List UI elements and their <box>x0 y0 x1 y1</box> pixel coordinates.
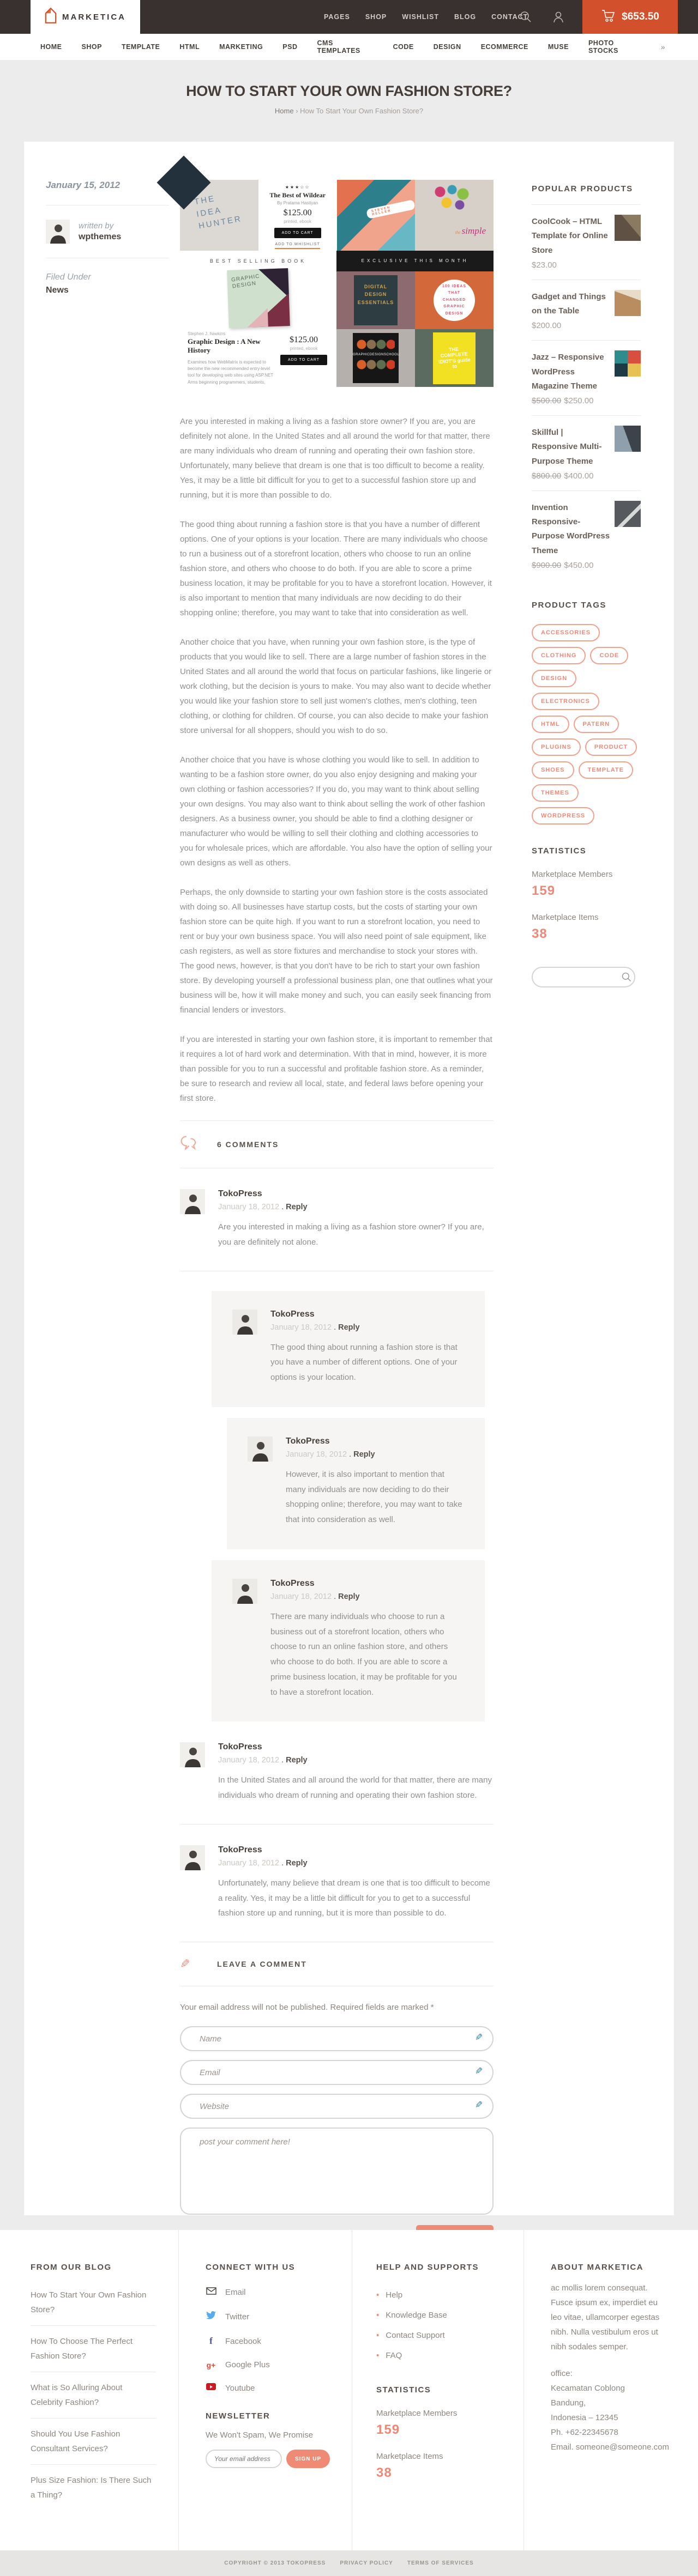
cart-button[interactable] <box>582 0 678 34</box>
comment-date: January 18, 2012 <box>270 1323 332 1332</box>
footer-about-column <box>551 2263 673 2454</box>
best-selling-caption: BEST SELLING BOOK <box>209 258 307 264</box>
website-input[interactable] <box>180 2094 494 2119</box>
tag-clothing[interactable]: CLOTHING <box>532 647 586 664</box>
help-link: • Help <box>376 2290 403 2300</box>
footer-connect-title: CONNECT WITH US <box>206 2263 296 2272</box>
written-by-label: written by <box>79 221 114 231</box>
comment-meta-separator: . <box>281 1858 284 1868</box>
post-content-column <box>180 180 494 2244</box>
comment-form <box>180 2003 494 2244</box>
commenter-name: TokoPress <box>286 1436 330 1446</box>
nav-more-chevron-icon[interactable]: » <box>660 43 665 51</box>
comments-header <box>180 1121 494 1168</box>
comment-date: January 18, 2012 <box>218 1756 280 1765</box>
privacy-policy-link[interactable]: PRIVACY POLICY <box>340 2560 393 2566</box>
article-paragraph: The good thing about running a fashion store is that you have a number of different options. One of your options is your location. There are many individuals who choose to run a business out of a storefront location, others who choose to run an online fashion store, and others who choose to do both. If you are able to score a prime business location, it may be profitable for you to have a storefront location. However, it is also important to mention that many individuals are now deciding to do their shopping online; therefore, you may want to take that into consideration as well. <box>180 520 492 617</box>
add-to-cart-label: ADD TO CART <box>274 228 321 238</box>
footer-help-column <box>376 2263 510 2481</box>
name-input[interactable] <box>180 2026 494 2051</box>
graphic-design-book-cover <box>227 268 290 328</box>
menu-item-pages[interactable]: PAGES <box>324 13 350 21</box>
comment <box>180 1189 494 1250</box>
pen-icon: ✎ <box>474 2066 483 2076</box>
comment-form-note: Your email address will not be published. Required fields are marked * <box>180 2003 434 2012</box>
commenter-name: TokoPress <box>270 1309 315 1319</box>
commenter-name: TokoPress <box>218 1845 262 1854</box>
exclusive-book-1-title: DIGITAL DESIGN ESSENTIALS <box>357 284 394 305</box>
footer-help-title: HELP AND SUPPORTS <box>376 2263 479 2272</box>
comment-text: However, it is also important to mention that many individuals are now deciding to do their shopping online; therefore, you may want to take that into consideration as well. <box>286 1469 462 1524</box>
article-body <box>180 414 494 1106</box>
comment <box>180 1742 494 1803</box>
commenter-avatar <box>180 1189 205 1214</box>
comment-meta-separator: . <box>281 1756 284 1765</box>
nav-item-psd[interactable]: PSD <box>282 43 298 51</box>
best-book-title: Graphic Design : A New History <box>188 337 261 355</box>
featured-exclusive-panel <box>336 251 494 387</box>
product-name[interactable]: Skillful | Responsive Multi-Purpose Theme <box>532 428 602 466</box>
reply-link[interactable]: Reply <box>338 1592 360 1601</box>
featured-tile-geometric-book <box>337 180 416 251</box>
commenter-name: TokoPress <box>218 1742 262 1752</box>
tag-wordpress[interactable]: WORDPRESS <box>532 807 594 825</box>
breadcrumb-current: How To Start Your Own Fashion Store? <box>300 107 424 115</box>
connect-facebook-link[interactable]: f Facebook <box>206 2336 342 2347</box>
exclusive-caption: EXCLUSIVE THIS MONTH <box>361 258 469 263</box>
product-old-price: $900.00 <box>532 560 562 570</box>
article-paragraph: Another choice that you have is whose clothing you would like to sell. In addition to wanting to be a fashion store owner, do you also enjoy designing and making your own clothing or fashion accessories? If you do, you may want to think about selling your own designs. You may also want to think about selling the work of other fashion designers. As a business owner, you should be able to find a clothing designer or manufacturer who would be willing to sell their clothing and clothing accessories to you for wholesale prices, which are affordable. You also have the option of selling your own designs as well as others. <box>180 755 492 868</box>
brand-name: MARKETICA <box>62 12 126 22</box>
featured-tile-idea-hunter <box>180 180 258 251</box>
help-link: • Knowledge Base <box>376 2311 447 2320</box>
leave-comment-title: LEAVE A COMMENT <box>217 1960 307 1968</box>
footer-blog-title: FROM OUR BLOG <box>31 2263 112 2272</box>
featured-product-formats: printed, ebook <box>284 219 311 224</box>
twitter-icon <box>206 2311 216 2322</box>
menu-item-wishlist[interactable]: WISHLIST <box>402 13 439 21</box>
comment-meta-separator: . <box>349 1450 352 1459</box>
product-tags-title: PRODUCT TAGS <box>532 600 606 610</box>
product-thumbnail[interactable] <box>615 426 641 452</box>
tag-code[interactable]: CODE <box>590 647 628 664</box>
tag-html[interactable]: HTML <box>532 716 569 733</box>
youtube-icon <box>206 2383 216 2393</box>
nav-item-photo-stocks[interactable]: PHOTO STOCKS <box>588 39 618 54</box>
bullet-icon: • <box>376 2331 380 2340</box>
author-name[interactable]: wpthemes <box>79 232 122 241</box>
comment <box>180 1845 494 1921</box>
bullet-icon: • <box>376 2311 380 2320</box>
article-paragraph: Perhaps, the only downside to starting your own fashion store is the costs associated with doing so. All businesses have startup costs, but the costs of starting your own fashion store can be quite high. If you want to run a storefront location, you need to rent or buy your own business space. You will also need point of sale equipment, like cash registers, as well as store fixtures and merchandise to stock your stores with. The good news, however, is that you don't have to be rich to start your own fashion store. By developing yourself a professional business plan, one that outlines what your business will be, how it will make money and such, you can easily seek financing from financial lenders or investors. <box>180 888 493 1015</box>
bullet-icon: • <box>376 2351 380 2360</box>
connect-email-link[interactable]: Email <box>206 2287 342 2298</box>
best-book-author: Stephen J. hawkins <box>188 331 226 336</box>
brand-tag-icon <box>45 7 57 27</box>
comment-meta-separator: . <box>334 1592 336 1601</box>
copyright-text: COPYRIGHT © 2013 TOKOPRESS <box>224 2560 326 2566</box>
tag-accessories[interactable]: ACCESSORIES <box>532 624 600 641</box>
featured-image <box>180 180 494 387</box>
footer-blog-link[interactable]: Plus Size Fashion: Is There Such a Thing? <box>31 2476 152 2500</box>
commenter-avatar <box>232 1310 257 1335</box>
comment-reply-level-1 <box>212 1291 485 1407</box>
product-old-price: $500.00 <box>532 396 562 405</box>
tag-shoes[interactable]: SHOES <box>532 761 574 779</box>
commenter-avatar <box>232 1579 257 1604</box>
newsletter-title: NEWSLETTER <box>206 2411 270 2421</box>
terms-link[interactable]: TERMS OF SERVICES <box>407 2560 474 2566</box>
tag-plugins[interactable]: PLUGINS <box>532 738 581 756</box>
stat-label: Marketplace Items <box>376 2452 443 2461</box>
exclusive-book-3-title: GRAPHICDESIGNSCHOOL: <box>353 353 401 356</box>
footer-about-title: ABOUT MARKETICA <box>551 2263 643 2272</box>
pen-icon: ✎ <box>474 2032 483 2042</box>
comment-text: Unfortunately, many believe that dream is one that is too difficult to become a reality. Yes, it may be a little bit difficult for you to get to a successful fashion store up and running, but it is more than possible to do. <box>218 1878 490 1918</box>
footer-blog-link[interactable]: Should You Use Fashion Consultant Services? <box>31 2419 156 2465</box>
connect-youtube-link[interactable]: Youtube <box>206 2383 342 2393</box>
nav-item-code[interactable]: CODE <box>393 43 414 51</box>
tag-design[interactable]: DESIGN <box>532 670 576 687</box>
reply-link[interactable]: Reply <box>286 1203 308 1211</box>
about-text: ac mollis lorem consequat. Fusce ipsum ex, imperdiet eu leo vitae, ullamcorper egestas nibh. Nulla vestibulum eros ut nibh sodales semper. <box>551 2283 660 2351</box>
best-book-formats: printed, ebook <box>290 346 318 351</box>
best-book-price: $125.00 <box>290 335 318 344</box>
bottom-bar <box>0 2550 698 2576</box>
commenter-name: TokoPress <box>218 1189 262 1198</box>
help-link: • Contact Support <box>376 2331 445 2340</box>
article-paragraph: If you are interested in starting your own fashion store, it is important to remember that it requires a lot of hard work and determination. With that in mind, however, it is more than possible for you to run a successful and profitable fashion store. As a reminder, be sure to research and review all local, state, and federal laws before opening your first store. <box>180 1035 492 1103</box>
commenter-avatar <box>248 1437 273 1462</box>
statistics-title: STATISTICS <box>532 846 587 856</box>
product-item <box>532 205 641 280</box>
footer-blog-link[interactable]: How To Choose The Perfect Fashion Store? <box>31 2326 156 2372</box>
idea-hunter-text: THE IDEA HUNTER <box>194 193 243 231</box>
featured-product-price: $125.00 <box>283 208 312 217</box>
user-icon[interactable] <box>552 10 565 26</box>
exclusive-book-design-school <box>336 329 415 387</box>
product-price: $250.00 <box>564 396 594 405</box>
featured-best-selling-panel <box>180 251 336 387</box>
reply-link[interactable]: Reply <box>286 1858 308 1868</box>
category-nav <box>0 34 698 60</box>
header-menu <box>324 0 528 34</box>
commenter-avatar <box>180 1742 205 1767</box>
product-price: $450.00 <box>564 560 594 570</box>
comment-reply-level-2 <box>227 1418 485 1549</box>
best-book-description: Examines how WebMatrix is expected to become the new recommended entry-level tool for developing web sites using ASP.NET Arms beginning programmers, students, <box>188 359 274 385</box>
menu-item-contact[interactable]: CONTACT <box>491 13 528 21</box>
stat-label: Marketplace Members <box>376 2409 458 2418</box>
product-thumbnail[interactable] <box>615 215 641 241</box>
popular-products-title: POPULAR PRODUCTS <box>532 184 633 193</box>
comment-meta-separator: . <box>334 1323 336 1332</box>
office-phone: Ph. +62-22345678 <box>551 2428 618 2437</box>
exclusive-book-digital-design <box>336 271 415 329</box>
post-category[interactable]: News <box>46 286 69 295</box>
nav-item-design[interactable]: DESIGN <box>433 43 461 51</box>
simple-the: the <box>455 230 461 235</box>
brand-logo[interactable] <box>31 0 140 34</box>
newsletter-email-input[interactable] <box>206 2450 282 2468</box>
comment-date: January 18, 2012 <box>286 1450 347 1459</box>
bullet-icon: • <box>376 2290 380 2300</box>
article-paragraph: Are you interested in making a living as a fashion store owner? If you are, you are definitely not alone. In the United States and all around the world for that matter, there are many individuals who dream of running and operating their own fashion store. Unfortunately, many believe that dream is one that is too difficult to become a reality. Yes, it may be a little bit difficult for you to get to a successful fashion store up and running, but it is more than possible to do. <box>180 417 490 500</box>
menu-item-shop[interactable]: SHOP <box>365 13 387 21</box>
product-tags-cloud <box>532 624 641 825</box>
comment-meta-separator: . <box>281 1203 284 1211</box>
commenter-avatar <box>180 1845 205 1870</box>
reply-link[interactable]: Reply <box>353 1450 375 1459</box>
author-avatar <box>46 220 70 244</box>
product-thumbnail[interactable] <box>615 501 641 527</box>
product-name[interactable]: CoolCook – HTML Template for Online Store <box>532 217 608 255</box>
book-dots <box>357 337 395 351</box>
footer-stats-title: STATISTICS <box>376 2385 431 2395</box>
stat-label: Marketplace Members <box>532 869 613 879</box>
commenter-name: TokoPress <box>270 1578 315 1588</box>
featured-product-title: The Best of Wildear <box>269 191 326 199</box>
product-item <box>532 416 641 491</box>
add-to-wishlist-label: ADD TO WHISHLIST <box>275 243 320 249</box>
popular-products-list <box>532 205 641 580</box>
cart-icon <box>601 9 615 25</box>
main-card <box>24 142 674 2215</box>
office-email: Email. someone@someone.com <box>551 2442 669 2452</box>
connect-twitter-link[interactable]: Twitter <box>206 2311 342 2322</box>
comment-text: Are you interested in making a living as a fashion store owner? If you are, you are definitely not alone. <box>218 1222 484 1247</box>
pencil-icon: ✎ <box>180 1957 190 1971</box>
product-price: $23.00 <box>532 260 557 270</box>
search-icon[interactable] <box>621 972 632 983</box>
tag-patern[interactable]: PATERN <box>574 716 619 733</box>
comments-count: 6 COMMENTS <box>217 1140 279 1149</box>
simple-word: simple <box>461 226 486 236</box>
stat-value: 38 <box>532 926 547 941</box>
office-info: office: Kecamatan Coblong Bandung, Indonesia – 12345 Ph. +62-22345678 Email. someone@someone.com <box>551 2366 673 2454</box>
rating-stars: ★★★☆☆ <box>285 185 310 190</box>
stat-value: 38 <box>376 2465 392 2480</box>
sidebar <box>532 180 641 2244</box>
stat-value: 159 <box>376 2422 400 2437</box>
comment-date: January 18, 2012 <box>270 1592 332 1601</box>
nav-item-template[interactable]: TEMPLATE <box>121 43 160 51</box>
pen-icon: ✎ <box>474 2100 483 2110</box>
leave-comment-header <box>180 1942 494 1986</box>
cart-total: $653.50 <box>622 11 659 22</box>
product-item <box>532 280 641 341</box>
footer-blog-link[interactable]: What is So Alluring About Celebrity Fashion? <box>31 2372 156 2419</box>
tag-product[interactable]: PRODUCT <box>585 738 637 756</box>
reply-link[interactable]: Reply <box>338 1323 360 1332</box>
stat-value: 159 <box>532 883 556 898</box>
breadcrumb-home[interactable]: Home <box>274 107 294 115</box>
product-item <box>532 341 641 416</box>
comment-text: There are many individuals who choose to run a business out of a storefront location, others who choose to run an online fashion store, and others who choose to do both. If you are able to score a prime business location, it may be profitable for you to have a storefront location. <box>270 1611 457 1697</box>
reply-link[interactable]: Reply <box>286 1756 308 1765</box>
comment-text: In the United States and all around the world for that matter, there are many individuals who dream of running and operating their own fashion store. <box>218 1775 492 1800</box>
nav-item-muse[interactable]: MUSE <box>547 43 569 51</box>
footer-connect-column <box>206 2263 342 2468</box>
exclusive-book-100-ideas <box>415 271 494 329</box>
comments-bubble-icon <box>180 1136 198 1153</box>
nav-item-html[interactable]: HTML <box>179 43 200 51</box>
newsletter-signup-button[interactable]: SIGN UP <box>286 2450 330 2468</box>
tag-template[interactable]: TEMPLATE <box>579 761 633 779</box>
best-add-to-cart-label: ADD TO CART <box>280 355 327 365</box>
connect-googleplus-link[interactable]: g+ Google Plus <box>206 2360 270 2369</box>
newsletter-note: We Won't Spam, We Promise <box>206 2430 314 2440</box>
nav-item-shop[interactable]: SHOP <box>81 43 102 51</box>
product-thumbnail[interactable] <box>615 350 641 377</box>
featured-tile-simple-book <box>415 180 494 251</box>
filed-under-label: Filed Under <box>46 272 91 282</box>
post-date: January 15, 2012 <box>46 180 121 190</box>
product-thumbnail[interactable] <box>615 290 641 316</box>
sidebar-search <box>532 967 641 987</box>
comment-date: January 18, 2012 <box>218 1203 280 1211</box>
google-plus-icon: g+ <box>206 2360 216 2369</box>
help-link: • FAQ <box>376 2351 402 2360</box>
product-name[interactable]: Invention Responsive-Purpose WordPress Theme <box>532 502 610 555</box>
menu-item-blog[interactable]: BLOG <box>454 13 477 21</box>
email-icon <box>206 2287 216 2298</box>
stat-label: Marketplace Items <box>532 912 599 922</box>
nav-item-marketing[interactable]: MARKETING <box>219 43 263 51</box>
comment-message-textarea[interactable] <box>180 2128 494 2215</box>
product-price: $200.00 <box>532 321 562 331</box>
book-dots <box>357 357 395 372</box>
post-meta-column <box>46 180 180 2244</box>
book-cover-title: GRAPHIC DESIGN <box>231 273 260 290</box>
spine-label: STEVEN HELLER <box>366 199 416 219</box>
comment-reply-level-1 <box>212 1560 485 1722</box>
tag-electronics[interactable]: ELECTRONICS <box>532 693 599 710</box>
nav-item-cms-templates[interactable]: CMS TEMPLATES <box>317 39 360 54</box>
tag-themes[interactable]: THEMES <box>532 784 579 802</box>
search-icon[interactable] <box>519 10 532 26</box>
featured-product-author: By Pratama Hastiyan <box>277 201 318 205</box>
comment-date: January 18, 2012 <box>218 1858 280 1868</box>
page-title-block <box>0 60 698 142</box>
exclusive-book-idiots-guide <box>415 329 494 387</box>
sidebar-search-input[interactable] <box>532 967 635 987</box>
product-name[interactable]: Gadget and Things on the Table <box>532 292 606 316</box>
product-price: $400.00 <box>564 471 594 481</box>
product-item <box>532 491 641 580</box>
product-old-price: $800.00 <box>532 471 562 481</box>
exclusive-book-4-title: THE COMPLETE IDIOT'S guide to <box>438 346 471 369</box>
nav-item-home[interactable]: HOME <box>40 43 62 51</box>
footer <box>0 2230 698 2550</box>
footer-blog-link[interactable]: How To Start Your Own Fashion Store? <box>31 2280 156 2326</box>
breadcrumb-separator: › <box>296 107 298 115</box>
footer-blog-column <box>31 2263 167 2511</box>
color-dots <box>434 184 475 213</box>
email-input[interactable] <box>180 2060 494 2085</box>
article-paragraph: Another choice that you have, when running your own fashion store, is the type of products that you would like to sell. There are a large number of fashion stores in the United States and all around the world that focus on particular fashions, like lingerie or work clothing, but the decision is yours to make. You may also want to decide whether you would like your fashion store to sell just women's clothes, men's clothing, teen clothing, or clothing for children. Of course, you can also decide to make your fashion store universal for all shoppers, should you wish to do so. <box>180 638 492 735</box>
featured-tile-product-panel <box>258 180 337 251</box>
comment-text: The good thing about running a fashion store is that you have a number of different options. One of your options is your location. <box>270 1342 458 1382</box>
product-name[interactable]: Jazz – Responsive WordPress Magazine Theme <box>532 353 604 391</box>
nav-item-ecommerce[interactable]: ECOMMERCE <box>480 43 528 51</box>
page-title: HOW TO START YOUR OWN FASHION STORE? <box>186 83 512 99</box>
exclusive-book-2-title: 100 IDEAS THAT CHANGED GRAPHIC DESIGN <box>442 284 467 316</box>
facebook-icon: f <box>209 2336 213 2346</box>
breadcrumb <box>0 107 698 115</box>
